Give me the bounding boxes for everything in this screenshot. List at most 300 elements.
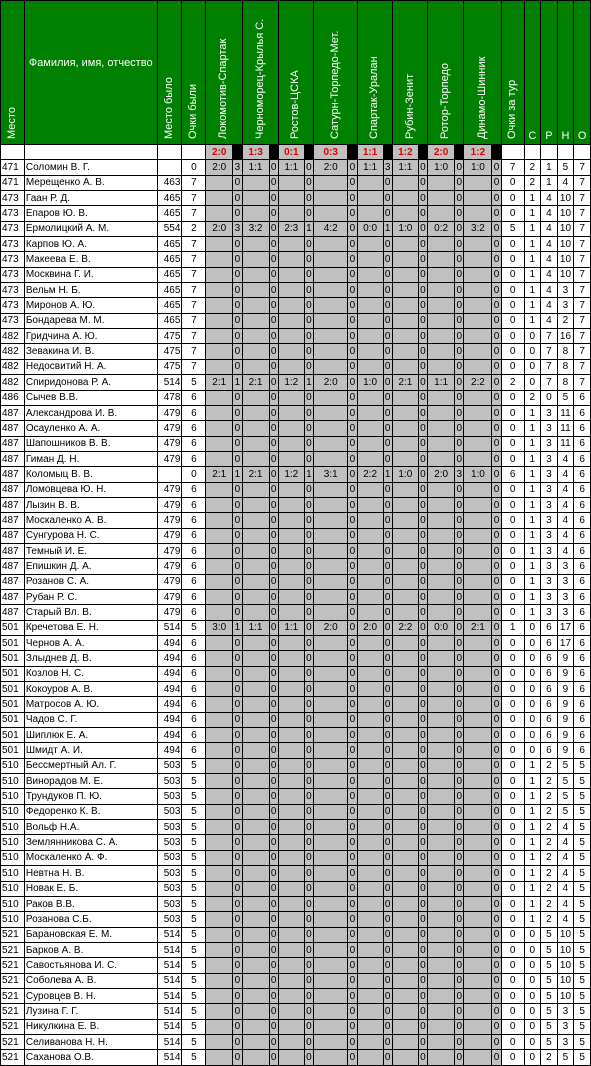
prediction-points-cell: 0	[304, 574, 313, 589]
prediction-points-cell: 0	[492, 267, 501, 282]
place-cell: 482	[1, 359, 25, 374]
prediction-points-cell: 0	[418, 359, 427, 374]
prediction-points-cell: 0	[304, 789, 313, 804]
prediction-cell	[314, 942, 348, 957]
prediction-cell	[464, 850, 492, 865]
prediction-points-cell: 0	[348, 712, 357, 727]
prediction-cell	[206, 912, 233, 927]
prediction-cell	[392, 988, 418, 1003]
prediction-cell	[392, 820, 418, 835]
result-gap-cell	[348, 145, 357, 160]
prediction-points-cell: 0	[418, 436, 427, 451]
prediction-points-cell: 0	[418, 497, 427, 512]
prediction-cell	[278, 835, 304, 850]
n-cell: 9	[557, 728, 574, 743]
prediction-cell	[242, 405, 269, 420]
prediction-cell	[314, 436, 348, 451]
prediction-points-cell: 0	[233, 728, 242, 743]
table-row	[1, 1034, 591, 1049]
header-match-1: Локомотив-Спартак	[206, 1, 242, 145]
place-cell: 487	[1, 543, 25, 558]
prediction-points-cell: 0	[304, 942, 313, 957]
prediction-cell	[428, 436, 455, 451]
prediction-points-cell: 0	[269, 728, 278, 743]
prediction-cell	[428, 421, 455, 436]
place-cell: 510	[1, 912, 25, 927]
name-cell: Кокоуров А. В.	[24, 682, 157, 697]
table-row	[1, 375, 591, 390]
prediction-points-cell: 0	[269, 636, 278, 651]
prediction-points-cell: 0	[233, 1019, 242, 1034]
header-match-7: Ротор-Торпедо	[428, 1, 464, 145]
prediction-points-cell: 0	[455, 820, 464, 835]
r-cell: 4	[541, 221, 558, 236]
prediction-cell	[278, 528, 304, 543]
place-cell: 487	[1, 589, 25, 604]
prediction-cell	[314, 191, 348, 206]
prediction-cell	[206, 712, 233, 727]
prediction-cell: 4:2	[314, 221, 348, 236]
n-cell: 4	[557, 543, 574, 558]
match-result: 1:3	[242, 145, 269, 160]
prediction-points-cell: 0	[348, 896, 357, 911]
prev-points-cell: 5	[182, 820, 206, 835]
c-cell: 1	[524, 866, 541, 881]
prediction-cell	[357, 329, 383, 344]
name-cell: Суровцев В. Н.	[24, 988, 157, 1003]
prediction-points-cell: 0	[269, 866, 278, 881]
prediction-points-cell: 0	[233, 666, 242, 681]
table-row	[1, 666, 591, 681]
o-cell: 5	[574, 804, 591, 819]
tour-points-cell: 0	[501, 390, 524, 405]
prediction-cell	[392, 252, 418, 267]
prediction-points-cell: 0	[348, 835, 357, 850]
prediction-cell	[242, 912, 269, 927]
table-row	[1, 712, 591, 727]
prediction-points-cell: 0	[269, 988, 278, 1003]
n-cell: 10	[557, 973, 574, 988]
prediction-cell	[278, 988, 304, 1003]
prediction-points-cell: 0	[418, 451, 427, 466]
prediction-points-cell: 0	[455, 267, 464, 282]
prediction-cell	[278, 973, 304, 988]
prediction-points-cell: 0	[418, 804, 427, 819]
table-row	[1, 620, 591, 635]
o-cell: 7	[574, 344, 591, 359]
prev-points-cell: 5	[182, 1019, 206, 1034]
place-cell: 521	[1, 1050, 25, 1065]
r-cell: 3	[541, 543, 558, 558]
prediction-points-cell: 0	[348, 589, 357, 604]
r-cell: 2	[541, 789, 558, 804]
prev-place-cell: 494	[157, 666, 182, 681]
r-cell: 6	[541, 712, 558, 727]
prediction-cell	[314, 1050, 348, 1065]
prediction-points-cell: 0	[348, 728, 357, 743]
prev-points-cell: 5	[182, 835, 206, 850]
match-result: 1:1	[357, 145, 383, 160]
place-cell: 487	[1, 467, 25, 482]
n-cell: 9	[557, 743, 574, 758]
prediction-points-cell: 0	[418, 605, 427, 620]
prediction-points-cell: 0	[383, 973, 392, 988]
prediction-points-cell: 0	[418, 758, 427, 773]
prediction-cell	[357, 728, 383, 743]
r-cell: 3	[541, 421, 558, 436]
prediction-cell	[242, 804, 269, 819]
prediction-points-cell: 0	[383, 728, 392, 743]
prediction-cell	[392, 267, 418, 282]
prediction-points-cell: 0	[455, 313, 464, 328]
prev-place-cell: 479	[157, 497, 182, 512]
prediction-points-cell: 0	[269, 206, 278, 221]
prediction-cell	[314, 513, 348, 528]
prediction-points-cell: 0	[492, 252, 501, 267]
r-cell: 4	[541, 298, 558, 313]
prediction-points-cell: 0	[269, 1050, 278, 1065]
name-cell: Федоренко К. В.	[24, 804, 157, 819]
c-cell: 0	[524, 712, 541, 727]
prediction-cell	[314, 697, 348, 712]
tour-points-cell: 0	[501, 850, 524, 865]
prediction-points-cell: 0	[455, 329, 464, 344]
n-cell: 11	[557, 405, 574, 420]
prediction-cell	[242, 359, 269, 374]
tour-points-cell: 6	[501, 467, 524, 482]
tour-points-cell: 0	[501, 758, 524, 773]
prediction-points-cell: 0	[269, 513, 278, 528]
prediction-cell	[357, 682, 383, 697]
header-c: С	[524, 1, 541, 145]
prediction-cell	[357, 820, 383, 835]
prediction-points-cell: 0	[348, 175, 357, 190]
prev-points-cell: 7	[182, 252, 206, 267]
prediction-cell	[464, 1004, 492, 1019]
table-row	[1, 329, 591, 344]
prediction-points-cell: 0	[348, 804, 357, 819]
prediction-cell	[206, 482, 233, 497]
prediction-cell: 3:2	[464, 221, 492, 236]
tour-points-cell: 0	[501, 697, 524, 712]
prediction-points-cell: 0	[418, 513, 427, 528]
prev-points-cell: 7	[182, 191, 206, 206]
prediction-cell: 2:3	[278, 221, 304, 236]
prediction-points-cell: 0	[304, 728, 313, 743]
r-cell: 2	[541, 896, 558, 911]
prediction-points-cell: 0	[304, 651, 313, 666]
table-row	[1, 559, 591, 574]
prediction-points-cell: 0	[383, 666, 392, 681]
prediction-cell	[392, 451, 418, 466]
result-gap-cell	[492, 145, 501, 160]
prev-points-cell: 7	[182, 344, 206, 359]
n-cell: 8	[557, 359, 574, 374]
n-cell: 9	[557, 697, 574, 712]
prediction-points-cell: 0	[233, 605, 242, 620]
prediction-cell	[357, 912, 383, 927]
prev-points-cell: 5	[182, 958, 206, 973]
prediction-points-cell: 0	[492, 743, 501, 758]
prediction-points-cell: 0	[492, 528, 501, 543]
prediction-cell	[314, 344, 348, 359]
prediction-points-cell: 0	[492, 451, 501, 466]
prediction-cell	[278, 651, 304, 666]
prediction-cell	[206, 513, 233, 528]
prediction-points-cell: 0	[492, 927, 501, 942]
prediction-points-cell: 0	[455, 559, 464, 574]
prediction-points-cell: 0	[383, 866, 392, 881]
prediction-cell: 1:0	[464, 467, 492, 482]
prev-place-cell: 503	[157, 881, 182, 896]
prediction-points-cell: 0	[269, 559, 278, 574]
prediction-points-cell: 0	[233, 313, 242, 328]
prediction-cell	[206, 804, 233, 819]
prev-points-cell: 5	[182, 620, 206, 635]
prediction-points-cell: 0	[492, 482, 501, 497]
prediction-points-cell: 0	[418, 283, 427, 298]
prediction-points-cell: 0	[348, 866, 357, 881]
prediction-points-cell: 0	[269, 543, 278, 558]
prediction-cell	[464, 267, 492, 282]
result-gap-cell	[383, 145, 392, 160]
prediction-points-cell: 0	[455, 206, 464, 221]
c-cell: 1	[524, 206, 541, 221]
prediction-points-cell: 0	[233, 682, 242, 697]
prediction-points-cell: 0	[269, 421, 278, 436]
prev-points-cell: 6	[182, 390, 206, 405]
prediction-cell	[278, 927, 304, 942]
prediction-points-cell: 0	[348, 298, 357, 313]
prediction-cell	[242, 973, 269, 988]
prediction-points-cell: 0	[418, 559, 427, 574]
tour-points-cell: 5	[501, 221, 524, 236]
prediction-cell	[206, 651, 233, 666]
prediction-cell	[392, 958, 418, 973]
prev-place-cell: 514	[157, 1004, 182, 1019]
prediction-cell	[464, 574, 492, 589]
prediction-cell	[357, 589, 383, 604]
prev-place-cell: 465	[157, 191, 182, 206]
prediction-points-cell: 0	[233, 927, 242, 942]
prediction-cell	[206, 927, 233, 942]
prediction-points-cell: 0	[492, 912, 501, 927]
prediction-points-cell: 0	[418, 574, 427, 589]
prediction-cell: 2:0	[314, 620, 348, 635]
prediction-points-cell: 0	[233, 405, 242, 420]
place-cell: 510	[1, 850, 25, 865]
table-row	[1, 651, 591, 666]
prediction-points-cell: 0	[455, 973, 464, 988]
prediction-points-cell: 0	[304, 543, 313, 558]
prediction-cell	[206, 574, 233, 589]
prediction-cell	[392, 482, 418, 497]
name-cell: Кречетова Е. Н.	[24, 620, 157, 635]
prev-points-cell: 5	[182, 896, 206, 911]
prediction-cell	[464, 651, 492, 666]
n-cell: 17	[557, 620, 574, 635]
prediction-points-cell: 0	[492, 958, 501, 973]
tour-points-cell: 0	[501, 636, 524, 651]
n-cell: 10	[557, 267, 574, 282]
prediction-points-cell: 0	[348, 482, 357, 497]
tour-points-cell: 0	[501, 237, 524, 252]
prediction-cell	[314, 589, 348, 604]
prediction-points-cell: 0	[269, 896, 278, 911]
prediction-points-cell: 0	[383, 697, 392, 712]
prediction-points-cell: 0	[418, 728, 427, 743]
prediction-points-cell: 0	[233, 267, 242, 282]
prev-points-cell: 5	[182, 804, 206, 819]
o-cell: 5	[574, 942, 591, 957]
prediction-cell	[428, 789, 455, 804]
name-cell: Шапошников В. В.	[24, 436, 157, 451]
n-cell: 9	[557, 682, 574, 697]
name-cell: Новак Е. Б.	[24, 881, 157, 896]
c-cell: 1	[524, 497, 541, 512]
o-cell: 5	[574, 973, 591, 988]
prediction-points-cell: 0	[269, 1019, 278, 1034]
prediction-cell	[428, 206, 455, 221]
prediction-cell	[206, 589, 233, 604]
r-cell: 5	[541, 958, 558, 973]
prediction-points-cell: 0	[418, 237, 427, 252]
prediction-points-cell: 0	[492, 1034, 501, 1049]
prediction-cell: 2:1	[392, 375, 418, 390]
prediction-points-cell: 0	[383, 267, 392, 282]
place-cell: 521	[1, 988, 25, 1003]
prediction-points-cell: 0	[418, 206, 427, 221]
n-cell: 10	[557, 221, 574, 236]
prediction-cell	[242, 191, 269, 206]
table-row	[1, 1004, 591, 1019]
prev-place-cell: 475	[157, 359, 182, 374]
prediction-cell	[392, 313, 418, 328]
prediction-cell	[314, 896, 348, 911]
prediction-points-cell: 0	[492, 497, 501, 512]
prediction-cell	[392, 237, 418, 252]
tour-points-cell: 0	[501, 1034, 524, 1049]
prediction-cell	[278, 636, 304, 651]
prediction-cell	[278, 175, 304, 190]
table-row	[1, 789, 591, 804]
name-cell: Коломыц В. В.	[24, 467, 157, 482]
prediction-cell	[206, 758, 233, 773]
o-cell: 7	[574, 221, 591, 236]
o-cell: 6	[574, 682, 591, 697]
prediction-points-cell: 0	[455, 636, 464, 651]
r-cell: 2	[541, 835, 558, 850]
prediction-cell	[242, 743, 269, 758]
prediction-points-cell: 0	[383, 774, 392, 789]
place-cell: 510	[1, 774, 25, 789]
r-cell: 3	[541, 482, 558, 497]
prediction-cell	[464, 743, 492, 758]
prediction-cell: 3:0	[206, 620, 233, 635]
results-blank-cell	[541, 145, 558, 160]
tour-points-cell: 0	[501, 605, 524, 620]
table-row	[1, 221, 591, 236]
r-cell: 2	[541, 912, 558, 927]
header-match-2: Черноморец-Крылья С.	[242, 1, 278, 145]
tour-points-cell: 0	[501, 866, 524, 881]
prev-points-cell: 6	[182, 421, 206, 436]
n-cell: 10	[557, 927, 574, 942]
prediction-cell	[464, 497, 492, 512]
prediction-cell	[206, 252, 233, 267]
prediction-cell	[392, 283, 418, 298]
prediction-cell: 0:0	[428, 620, 455, 635]
prediction-cell	[464, 881, 492, 896]
n-cell: 11	[557, 436, 574, 451]
prediction-points-cell: 0	[455, 620, 464, 635]
prediction-points-cell: 0	[304, 850, 313, 865]
prediction-points-cell: 0	[269, 160, 278, 175]
prediction-cell	[428, 390, 455, 405]
prediction-points-cell: 0	[492, 559, 501, 574]
prediction-cell	[392, 1004, 418, 1019]
r-cell: 3	[541, 451, 558, 466]
n-cell: 8	[557, 375, 574, 390]
prediction-cell	[428, 589, 455, 604]
prediction-points-cell: 0	[304, 160, 313, 175]
prediction-points-cell: 0	[455, 896, 464, 911]
tour-points-cell: 0	[501, 728, 524, 743]
prediction-cell	[428, 912, 455, 927]
prediction-points-cell: 0	[383, 835, 392, 850]
r-cell: 4	[541, 313, 558, 328]
prev-points-cell: 5	[182, 1034, 206, 1049]
prediction-points-cell: 0	[304, 191, 313, 206]
prediction-points-cell: 0	[455, 421, 464, 436]
prediction-points-cell: 0	[383, 497, 392, 512]
o-cell: 6	[574, 605, 591, 620]
prediction-points-cell: 0	[492, 697, 501, 712]
prediction-points-cell: 0	[269, 574, 278, 589]
prediction-cell	[357, 743, 383, 758]
prediction-cell	[314, 743, 348, 758]
prediction-points-cell: 0	[418, 774, 427, 789]
name-cell: Вельм Н. Б.	[24, 283, 157, 298]
o-cell: 5	[574, 850, 591, 865]
prediction-cell	[428, 758, 455, 773]
place-cell: 487	[1, 497, 25, 512]
prediction-points-cell: 0	[455, 589, 464, 604]
prediction-points-cell: 0	[233, 237, 242, 252]
table-row	[1, 820, 591, 835]
tour-points-cell: 0	[501, 298, 524, 313]
prediction-points-cell: 0	[233, 697, 242, 712]
place-cell: 487	[1, 451, 25, 466]
prediction-cell	[428, 973, 455, 988]
prediction-points-cell: 0	[304, 743, 313, 758]
prev-place-cell: 479	[157, 513, 182, 528]
prediction-points-cell: 0	[304, 451, 313, 466]
prediction-points-cell: 0	[418, 912, 427, 927]
prediction-cell	[428, 528, 455, 543]
prediction-points-cell: 0	[418, 666, 427, 681]
o-cell: 6	[574, 390, 591, 405]
prediction-points-cell: 0	[383, 329, 392, 344]
prediction-points-cell: 0	[492, 467, 501, 482]
prediction-cell	[314, 528, 348, 543]
r-cell: 2	[541, 774, 558, 789]
c-cell: 0	[524, 666, 541, 681]
prediction-points-cell: 0	[418, 589, 427, 604]
prediction-cell	[242, 728, 269, 743]
n-cell: 4	[557, 528, 574, 543]
prediction-cell	[464, 421, 492, 436]
